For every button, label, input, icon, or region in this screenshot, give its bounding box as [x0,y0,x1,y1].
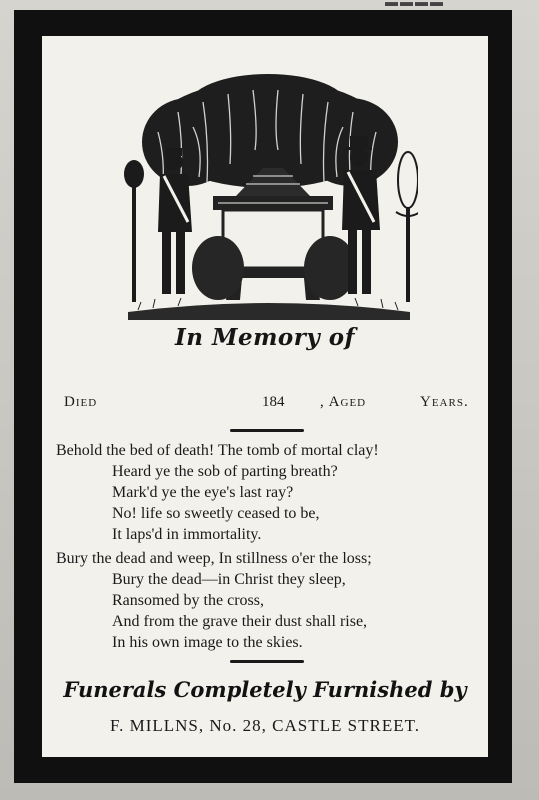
verse-line: Heard ye the sob of parting breath? [112,463,338,480]
divider-rule [230,660,304,663]
background-corner-text: ▬▬▬▬ [385,0,445,8]
died-label: Died [64,394,98,410]
aged-label: , Aged [320,394,367,410]
card-paper [42,36,488,757]
verse-line: It laps'd in immortality. [112,526,262,543]
verse-stanza-1 [56,440,486,545]
in-memory-heading: In Memory of [175,324,355,351]
funerals-furnished-title: Funerals Completely Furnished by [63,677,467,702]
verse-line: Ransomed by the cross, [112,592,264,609]
year-prefix: 184 [262,394,285,410]
verse-line: Mark'd ye the eye's last ray? [112,484,294,501]
verse-line: Bury the dead and weep, In stillness o'er the loss; [56,550,372,567]
verse-line: Behold the bed of death! The tomb of mortal clay! [56,442,379,459]
verse-stanza-2 [56,548,486,653]
divider-rule [230,429,304,432]
verse-line: And from the grave their dust shall rise, [112,613,368,630]
undertaker-address: F. MILLNS, No. 28, CASTLE STREET. [110,716,420,735]
died-line [64,394,478,416]
verse-line: Bury the dead—in Christ they sleep, [112,571,346,588]
years-label: Years. [420,394,469,410]
verse-line: No! life so sweetly ceased to be, [112,505,320,522]
verse-line: In his own image to the skies. [112,634,303,651]
memorial-card [14,10,512,783]
mourning-engraving-image [118,72,418,320]
